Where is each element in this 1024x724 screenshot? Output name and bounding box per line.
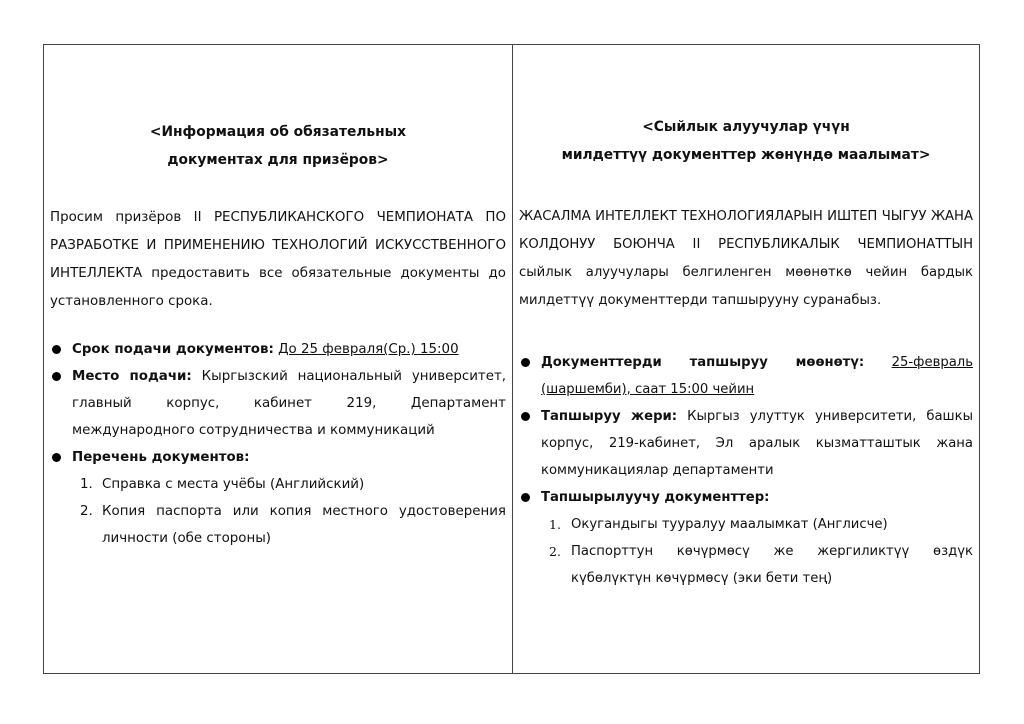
kyrgyz-doc-item: 2. Паспорттун көчүрмөсү же жергиликтүү өздүк күбөлүктүн көчүрмөсү (эки бети тең) [549,544,973,586]
bullet-icon [52,345,61,354]
bullet-icon [52,453,61,462]
bullet-icon [521,493,530,502]
russian-column [44,44,512,674]
kyrgyz-place-item: Тапшыруу жери: Кыргыз улуттук университети, башкы корпус, 219-кабинет, Эл аралык кызматташтык жана коммуникациялар департаменти [519,403,973,484]
bullet-icon [521,412,530,421]
kyrgyz-doc-item: 1. Окугандыгы тууралуу маалымкат (Англисче) [549,517,888,532]
bullet-icon [52,372,61,381]
kyrgyz-deadline-item: Документтерди тапшыруу мөөнөтү: 25-февраль (шаршемби), саат 15:00 чейин [519,349,973,403]
russian-doc-item: 2. Копия паспорта или копия местного удостоверения личности (обе стороны) [80,504,506,546]
bullet-icon [521,358,530,367]
russian-place-item: Место подачи: Кыргызский национальный университет, главный корпус, кабинет 219, Департамент международного сотрудничества и коммуникаций [50,363,506,444]
russian-list-heading: Перечень документов: [50,444,506,471]
kyrgyz-title: <Сыйлык алуучулар үчүн милдеттүү документтер жөнүндө маалымат> [561,119,931,163]
russian-doc-item: 1. Справка с места учёбы (Английский) [80,477,365,492]
russian-intro: Просим призёров II РЕСПУБЛИКАНСКОГО ЧЕМПИОНАТА ПО РАЗРАБОТКЕ И ПРИМЕНЕНИЮ ТЕХНОЛОГИЙ ИСКУССТВЕННОГО ИНТЕЛЛЕКТА предоставить все обязательные документы до установленного срока. [50,210,506,309]
kyrgyz-list-heading: Тапшырылуучу документтер: [519,484,973,511]
russian-deadline-item: Срок подачи документов: До 25 февраля(Ср.) 15:00 [50,336,506,363]
kyrgyz-column [513,44,979,674]
kyrgyz-intro: ЖАСАЛМА ИНТЕЛЛЕКТ ТЕХНОЛОГИЯЛАРЫН ИШТЕП ЧЫГУУ ЖАНА КОЛДОНУУ БОЮНЧА II РЕСПУБЛИКАЛЫК ЧЕМПИОНАТТЫН сыйлык алуучулары белгиленген мөөнөткө чейин бардык милдеттүү документтерди тапшырууну суранабыз. [519,209,973,308]
russian-title: <Информация об обязательных документах для призёров> [149,124,407,168]
